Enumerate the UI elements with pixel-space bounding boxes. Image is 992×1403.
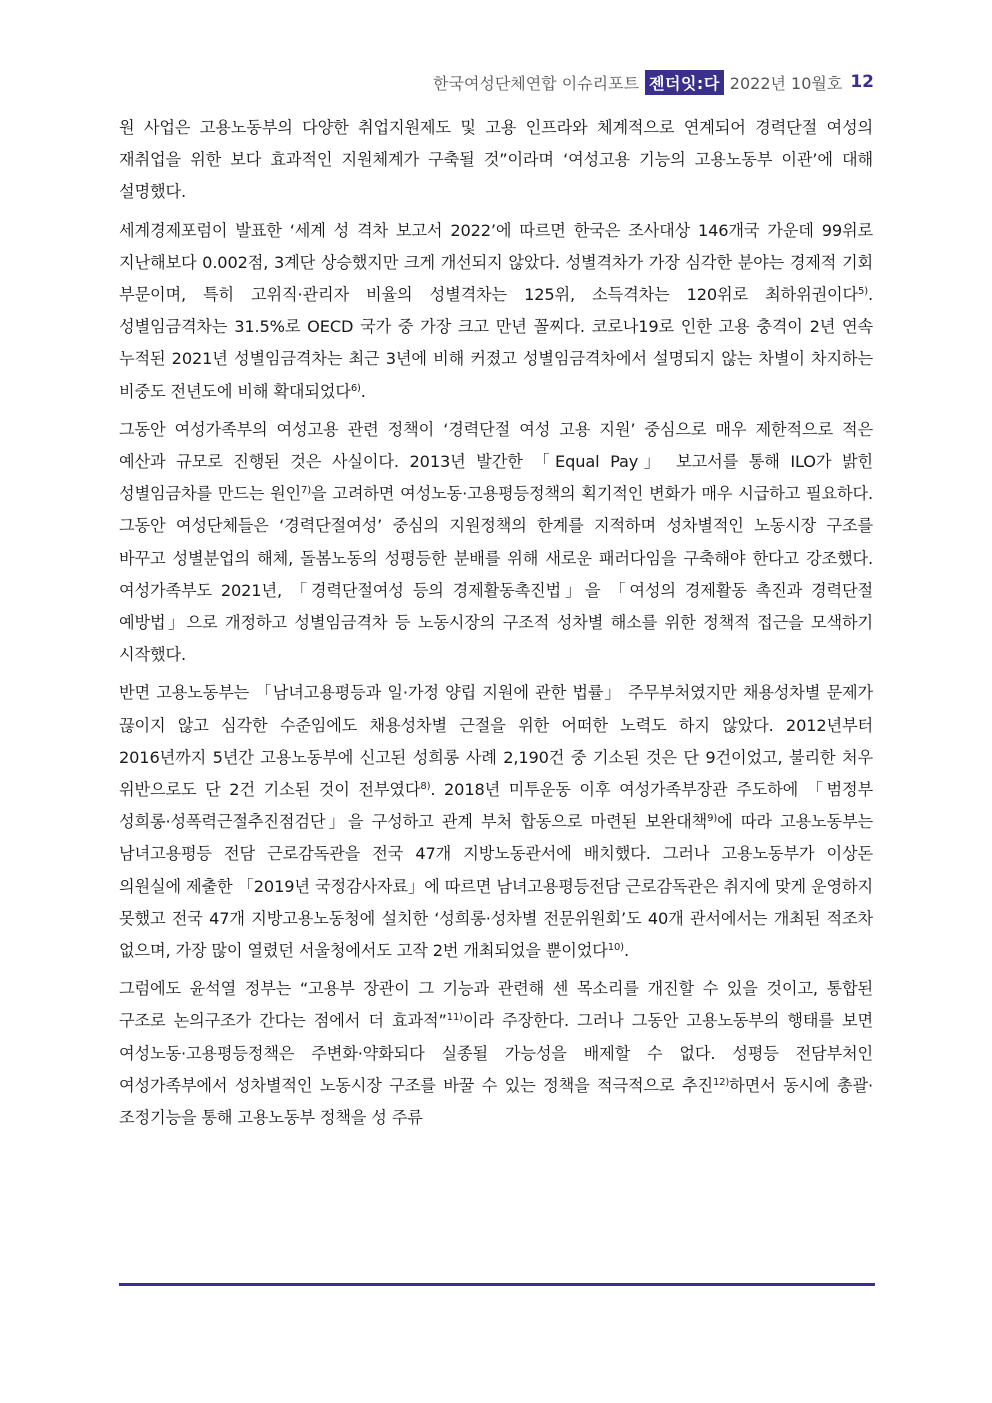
brand-logo: 젠더잇:다 <box>645 70 724 95</box>
text-run: 그동안 여성가족부의 여성고용 관련 정책이 ‘경력단절 여성 고용 지원’ 중심으로 매우 제한적으로 적은 예산과 규모로 진행된 것은 사실이다. 2013년 발간한 「Equal Pay」 보고서를 통해 ILO가 밝힌 성별임금차를 만드는 원인 <box>119 419 873 504</box>
footnote-ref[interactable]: 8) <box>420 781 431 793</box>
text-run: 에 따라 고용노동부는 남녀고용평등 전담 근로감독관을 전국 47개 지방노동관서에 배치했다. 그러나 고용노동부가 이상돈 의원실에 제출한 「2019년 국정감사자료」에 따르면 남녀고용평등전담 근로감독관은 취지에 맞게 운영하지 못했고 전국 47개 지방고용노동청에 설치한 ‘성희롱·성차별 전문위원회’도 40개 관서에서는 개최된 적조차 없으며, 가장 많이 열렸던 서울청에서도 고작 2번 개최되었을 뿐이었다 <box>119 812 873 961</box>
footnote-ref[interactable]: 11) <box>446 1012 463 1024</box>
text-run: . 성별임금격차는 31.5%로 OECD 국가 중 가장 크고 만년 꼴찌다. 코로나19로 인한 고용 충격이 2년 연속 누적된 2021년 성별임금격차는 최근 3년에 비해 커졌고 성별임금격차에서 설명되지 않는 차별이 차지하는 비중도 전년도에 비해 확대되었다 <box>119 285 873 401</box>
issue-date: 2022년 10월호 <box>729 73 843 93</box>
text-run: 반면 고용노동부는 「남녀고용평등과 일·가정 양립 지원에 관한 법률」 주무부처였지만 채용성차별 문제가 끊이지 않고 심각한 수준임에도 채용성차별 근절을 위한 어떠한 노력도 하지 않았다. 2012년부터 2016년까지 5년간 고용노동부에 신고된 성희롱 사례 2,190건 중 기소된 것은 단 9건이었고, 불리한 처우 위반으로도 단 2건 기소된 것이 전부였다 <box>119 683 873 800</box>
text-run: . <box>360 381 366 401</box>
paragraph-2 <box>119 215 873 408</box>
text-run: 이라 주장한다. 그러나 그동안 고용노동부의 행태를 보면 여성노동·고용평등정책은 주변화·약화되다 실종될 가능성을 배제할 수 없다. 성평등 전담부처인 여성가족부에서 성차별적인 노동시장 구조를 바꿀 수 있는 정책을 적극적으로 추진 <box>119 1011 873 1095</box>
text-run: 하면서 동시에 총괄·조정기능을 통해 고용노동부 정책을 성 주류 <box>119 1075 873 1128</box>
footnote-ref[interactable]: 10) <box>607 942 624 954</box>
text-run: 원 사업은 고용노동부의 다양한 취업지원제도 및 고용 인프라와 체계적으로 연계되어 경력단절 여성의 재취업을 위한 보다 효과적인 지원체계가 구축될 것”이라며 ‘여성고용 기능의 고용노동부 이관’에 대해 설명했다. <box>119 118 873 202</box>
footnote-ref[interactable]: 7) <box>301 485 312 497</box>
paragraph-3 <box>119 414 873 672</box>
text-run: . <box>623 941 629 961</box>
text-run: . 2018년 미투운동 이후 여성가족부장관 주도하에 「범정부 성희롱·성폭력근절추진점검단」을 구성하고 관계 부처 합동으로 마련된 보완대책 <box>119 780 873 832</box>
footnote-ref[interactable]: 9) <box>707 813 718 825</box>
publisher-name: 한국여성단체연합 이슈리포트 <box>433 73 640 93</box>
paragraph-5 <box>119 973 873 1134</box>
text-run: 그럼에도 윤석열 정부는 “고용부 장관이 그 기능과 관련해 센 목소리를 개진할 수 있을 것이고, 통합된 구조로 논의구조가 간다는 점에서 더 효과적” <box>119 979 873 1031</box>
footnote-ref[interactable]: 6) <box>350 382 361 394</box>
report-header <box>433 68 874 96</box>
paragraph-4 <box>119 677 873 967</box>
text-run: 을 고려하면 여성노동·고용평등정책의 획기적인 변화가 매우 시급하고 필요하다. 그동안 여성단체들은 ‘경력단절여성’ 중심의 지원정책의 한계를 지적하며 성차별적인 노동시장 구조를 바꾸고 성별분업의 해체, 돌봄노동의 성평등한 분배를 위해 새로운 패러다임을 구축해야 한다고 강조했다. 여성가족부도 2021년, 「경력단절여성 등의 경제활동촉진법」을 「여성의 경제활동 촉진과 경력단절 예방법」으로 개정하고 성별임금격차 등 노동시장의 구조적 성차별 해소를 위한 정책적 접근을 모색하기 시작했다. <box>119 484 873 665</box>
paragraph-1 <box>119 112 873 209</box>
text-run: 세계경제포럼이 발표한 ‘세계 성 격차 보고서 2022’에 따르면 한국은 조사대상 146개국 가운데 99위로 지난해보다 0.002점, 3계단 상승했지만 크게 개선되지 않았다. 성별격차가 가장 심각한 분야는 경제적 기회 부문이며, 특히 고위직·관리자 비율의 성별격차는 125위, 소득격차는 120위로 최하위권이다 <box>119 220 873 305</box>
page-number: 12 <box>850 72 874 92</box>
footnote-ref[interactable]: 12) <box>712 1076 730 1088</box>
footnote-ref[interactable]: 5) <box>858 286 868 298</box>
footer-divider <box>119 1283 875 1286</box>
article-body <box>119 112 873 1140</box>
